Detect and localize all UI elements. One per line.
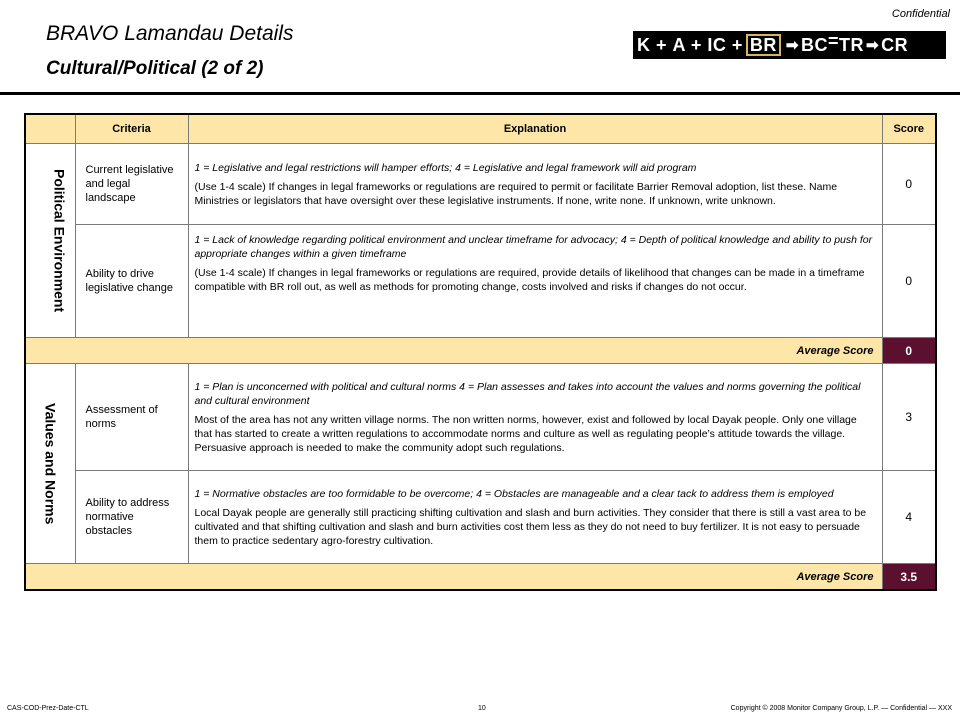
title-divider — [0, 92, 960, 95]
average-label: Average Score — [25, 338, 882, 364]
criteria-cell: Assessment of norms — [75, 364, 188, 471]
score-cell: 3 — [882, 364, 936, 471]
detail-text: Most of the area has not any written village norms. The non written norms, however, exist and followed by local Dayak people. Only one village that has started to create a written regulations to accommodate norms and culture as well as regulating people’s attitude towards the village. Persuasive approach is needed to make the community adopt such regulations. — [194, 413, 857, 454]
table-row — [25, 225, 936, 338]
table-row — [25, 471, 936, 564]
average-score: 3.5 — [882, 564, 936, 591]
logo-a: A + — [672, 34, 702, 55]
criteria-cell: Current legislative and legal landscape — [75, 144, 188, 225]
criteria-table — [24, 113, 937, 591]
average-label: Average Score — [25, 564, 882, 591]
header-explanation: Explanation — [188, 114, 882, 144]
logo-ic: IC + — [707, 34, 743, 55]
table-header-row — [25, 114, 936, 144]
explanation-cell — [188, 364, 882, 471]
table-row — [25, 144, 936, 225]
table-row — [25, 364, 936, 471]
detail-text: Local Dayak people are generally still practicing shifting cultivation and slash and burn activities. They consider that there is still a vast area to be cultivated and that shifting cultivation and slash and burn activities cost them less as they do not need to buy fertilizer. It is not easy to persuade them to practice sedentary agro-forestry cultivation. — [194, 506, 867, 547]
category-values-and-norms: Values and Norms — [25, 364, 75, 564]
average-row — [25, 338, 936, 364]
header-criteria: Criteria — [75, 114, 188, 144]
footer-page-number: 10 — [478, 705, 486, 712]
logo-k: K + — [637, 34, 668, 55]
explanation-cell — [188, 225, 882, 338]
score-cell: 4 — [882, 471, 936, 564]
confidential-label: Confidential — [891, 8, 950, 20]
category-political-environment: Political Environment — [25, 144, 75, 338]
scale-text: 1 = Lack of knowledge regarding political environment and unclear timeframe for advocacy; 4 = Depth of political knowledge and ability to push for appropriate changes within a given timeframe — [194, 234, 873, 260]
explanation-cell — [188, 144, 882, 225]
scale-text: 1 = Legislative and legal restrictions will hamper efforts; 4 = Legislative and legal framework will aid program — [194, 161, 697, 174]
footer-copyright: Copyright © 2008 Monitor Company Group, L.P. — Confidential — XXX — [730, 705, 952, 712]
score-cell: 0 — [882, 225, 936, 338]
arrow-right-icon: ➡ — [866, 37, 880, 54]
footer-doc-id: CAS-COD-Prez-Date-CTL — [7, 705, 89, 712]
logo-bc: BC — [800, 34, 828, 55]
scale-text: 1 = Plan is unconcerned with political and cultural norms 4 = Plan assesses and takes into account the values and norms governing the political and cultural environment — [194, 380, 861, 407]
criteria-cell: Ability to drive legislative change — [75, 225, 188, 338]
process-logo — [633, 31, 946, 59]
average-row — [25, 564, 936, 591]
header-score: Score — [882, 114, 936, 144]
score-cell: 0 — [882, 144, 936, 225]
scale-text: 1 = Normative obstacles are too formidable to be overcome; 4 = Obstacles are manageable and a clear tack to address them is employed — [194, 487, 834, 500]
logo-dash: = — [827, 30, 839, 51]
criteria-cell: Ability to address normative obstacles — [75, 471, 188, 564]
logo-br-highlight: BR — [746, 34, 781, 56]
arrow-right-icon: ➡ — [785, 37, 799, 54]
detail-text: (Use 1-4 scale) If changes in legal frameworks or regulations are required to permit or facilitate Barrier Removal adoption, list these. Name Ministries or legislators that have oversight over these legislative instruments. If none, write none. If unknown, write unknown. — [194, 180, 838, 207]
logo-tr: TR — [839, 34, 864, 55]
logo-cr: CR — [881, 34, 909, 55]
detail-text: (Use 1-4 scale) If changes in legal frameworks or regulations are required, provide details of likelihood that changes can be made in a timeframe compatible with BR roll out, as well as methods for promoting change, costs involved and risks if changes do not occur. — [194, 267, 865, 293]
average-score: 0 — [882, 338, 936, 364]
page-subtitle: Cultural/Political (2 of 2) — [46, 58, 264, 79]
header-blank — [25, 114, 75, 144]
explanation-cell — [188, 471, 882, 564]
page-title: BRAVO Lamandau Details — [46, 22, 294, 45]
